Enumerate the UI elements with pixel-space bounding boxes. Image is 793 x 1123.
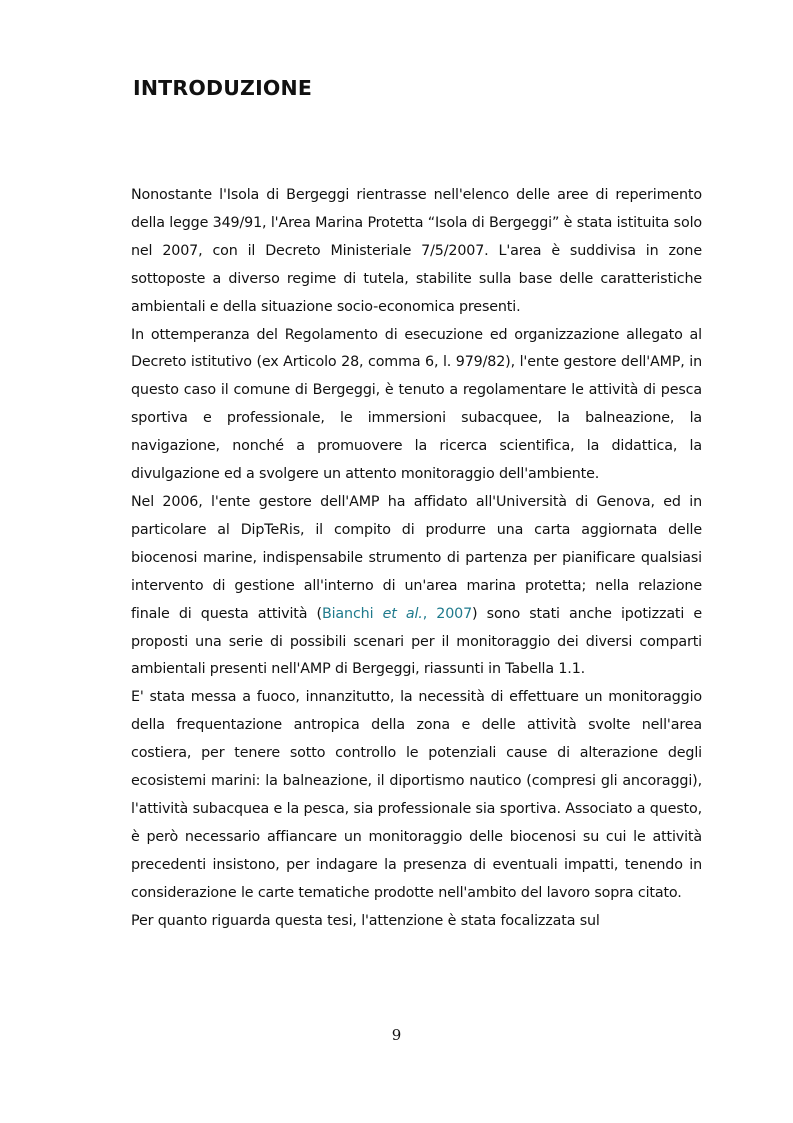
paragraph-4: E' stata messa a fuoco, innanzitutto, la necessità di effettuare un monitoraggio della frequentazione antropica della zona e delle attività svolte nell'area costiera, per tenere sotto controllo le potenziali cause di alterazione degli ecosistemi marini: la balneazione, il diportismo nautico (compresi gli ancoraggi), l'attività subacquea e la pesca, sia professionale sia sportiva. Associato a questo, è però necessario affiancare un monitoraggio delle biocenosi su cui le attività precedenti insistono, per indagare la presenza di eventuali impatti, tenendo in considerazione le carte tematiche prodotte nell'ambito del lavoro sopra citato. [131, 689, 702, 901]
paragraph-2: In ottemperanza del Regolamento di esecuzione ed organizzazione allegato al Decreto istitutivo (ex Articolo 28, comma 6, l. 979/82), l'ente gestore dell'AMP, in questo caso il comune di Bergeggi, è tenuto a regolamentare le attività di pesca sportiva e professionale, le immersioni subacquee, la balneazione, la navigazione, nonché a promuovere la ricerca scientifica, la didattica, la divulgazione ed a svolgere un attento monitoraggio dell'ambiente. [131, 326, 702, 483]
citation-link[interactable] [322, 606, 472, 622]
paragraph-5: Per quanto riguarda questa tesi, l'attenzione è stata focalizzata sul [131, 912, 600, 929]
citation-et-al: et al. [382, 605, 423, 622]
paragraph-3 [131, 489, 702, 684]
body-text [131, 182, 702, 935]
citation-year: , 2007 [422, 605, 473, 622]
page-number: 9 [391, 1026, 402, 1044]
paragraph-3-text-before: Nel 2006, l'ente gestore dell'AMP ha affidato all'Università di Genova, ed in particolare al DipTeRis, il compito di produrre una carta aggiornata delle biocenosi marine, indispensabile strumento di partenza per pianificare qualsiasi intervento di gestione all'interno di un'area marina protetta; nella relazione finale di questa attività ( [131, 493, 702, 622]
paragraph-1: Nonostante l'Isola di Bergeggi rientrasse nell'elenco delle aree di reperimento della legge 349/91, l'Area Marina Protetta “Isola di Bergeggi” è stata istituita solo nel 2007, con il Decreto Ministeriale 7/5/2007. L'area è suddivisa in zone sottoposte a diverso regime di tutela, stabilite sulla base delle caratteristiche ambientali e della situazione socio-economica presenti. [131, 187, 702, 315]
paragraph-3-text-after: ) sono stati anche ipotizzati e proposti una serie di possibili scenari per il monitoraggio dei diversi comparti ambientali presenti nell'AMP di Bergeggi, riassunti in Tabella 1.1. [131, 605, 703, 678]
section-heading: INTRODUZIONE [133, 76, 313, 100]
citation-author: Bianchi [321, 605, 383, 622]
